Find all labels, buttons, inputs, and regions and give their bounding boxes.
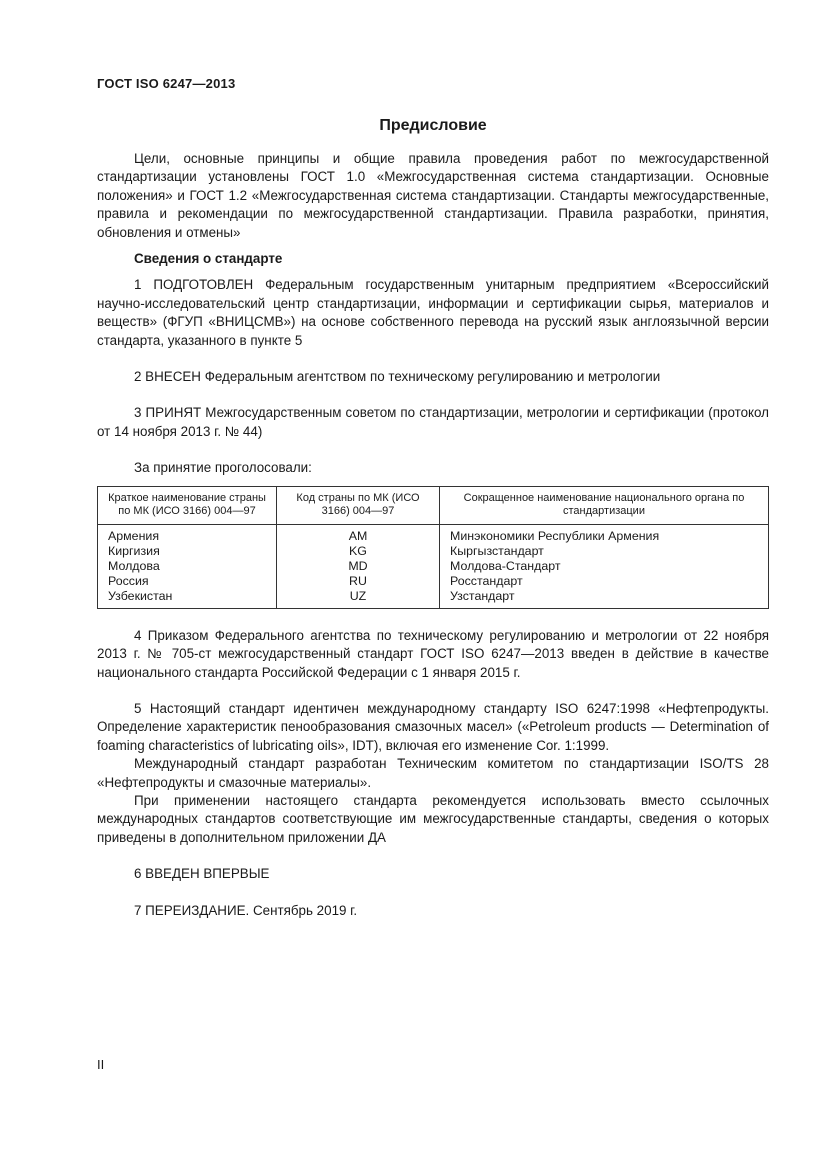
table-cell-code: RU xyxy=(277,574,440,589)
table-cell-country: Молдова xyxy=(98,559,277,574)
table-cell-body: Узстандарт xyxy=(440,589,769,609)
item-4-paragraph: 4 Приказом Федерального агентства по техническому регулированию и метрологии от 22 ноября 2013 г. № 705-ст межгосударственный стандарт ГОСТ ISO 6247—2013 введен в действие в качестве национального стандарта Российской Федерации с 1 января 2015 г. xyxy=(97,627,769,680)
table-header-code: Код страны по МК (ИСО 3166) 004—97 xyxy=(277,486,440,524)
table-cell-country: Киргизия xyxy=(98,544,277,559)
item-6-paragraph: 6 ВВЕДЕН ВПЕРВЫЕ xyxy=(134,866,270,882)
table-header-row xyxy=(98,486,769,524)
item-5-paragraph: 5 Настоящий стандарт идентичен международному стандарту ISO 6247:1998 «Нефтепродукты. Определение характеристик пенообразования смазочных масел» («Petroleum products — Determination of foaming characteristics of lubricating oils», IDT), включая его изменение Cor. 1:1999. xyxy=(97,700,769,753)
table-header-body: Сокращенное наименование национального органа по стандартизации xyxy=(440,486,769,524)
table-cell-country: Узбекистан xyxy=(98,589,277,609)
item-5-usage-paragraph: При применении настоящего стандарта рекомендуется использовать вместо ссылочных международных стандартов соответствующие им межгосударственные стандарты, сведения о которых приведены в дополнительном приложении ДА xyxy=(97,792,769,845)
table-cell-body: Росстандарт xyxy=(440,574,769,589)
table-cell-code: KG xyxy=(277,544,440,559)
item-2-paragraph: 2 ВНЕСЕН Федеральным агентством по техническому регулированию и метрологии xyxy=(134,369,661,385)
table-cell-country: Россия xyxy=(98,574,277,589)
item-3-paragraph: 3 ПРИНЯТ Межгосударственным советом по стандартизации, метрологии и сертификации (протокол от 14 ноября 2013 г. № 44) xyxy=(97,405,769,439)
page-number: II xyxy=(97,1057,105,1072)
table-row xyxy=(98,524,769,544)
document-id-header: ГОСТ ISO 6247—2013 xyxy=(97,76,236,91)
table-cell-body: Кыргызстандарт xyxy=(440,544,769,559)
votes-table xyxy=(97,486,769,609)
table-cell-code: AM xyxy=(277,524,440,544)
table-cell-code: UZ xyxy=(277,589,440,609)
table-header-country: Краткое наименование страны по МК (ИСО 3166) 004—97 xyxy=(98,486,277,524)
table-cell-country: Армения xyxy=(98,524,277,544)
section-heading: Сведения о стандарте xyxy=(134,251,283,267)
table-cell-code: MD xyxy=(277,559,440,574)
table-cell-body: Минэкономики Республики Армения xyxy=(440,524,769,544)
table-cell-body: Молдова-Стандарт xyxy=(440,559,769,574)
foreword-content xyxy=(97,150,769,920)
table-row xyxy=(98,559,769,574)
table-row xyxy=(98,544,769,559)
table-row xyxy=(98,589,769,609)
item-5-tc-paragraph: Международный стандарт разработан Техническим комитетом по стандартизации ISO/TS 28 «Нефтепродукты и смазочные материалы». xyxy=(97,756,769,790)
table-row xyxy=(98,574,769,589)
item-1-paragraph: 1 ПОДГОТОВЛЕН Федеральным государственным унитарным предприятием «Всероссийский научно-исследовательский центр стандартизации, информации и сертификации сырья, материалов и веществ» (ФГУП «ВНИЦСМВ») на основе собственного перевода на русский язык англоязычной версии стандарта, указанного в пункте 5 xyxy=(97,277,769,348)
page-title: Предисловие xyxy=(379,117,487,134)
item-7-paragraph: 7 ПЕРЕИЗДАНИЕ. Сентябрь 2019 г. xyxy=(134,902,358,918)
votes-intro: За принятие проголосовали: xyxy=(134,460,312,476)
intro-paragraph: Цели, основные принципы и общие правила проведения работ по межгосударственной стандартизации установлены ГОСТ 1.0 «Межгосударственная система стандартизации. Основные положения» и ГОСТ 1.2 «Межгосударственная система стандартизации. Стандарты межгосударственные, правила и рекомендации по межгосударственной стандартизации. Правила разработки, принятия, обновления и отмены» xyxy=(97,151,769,240)
